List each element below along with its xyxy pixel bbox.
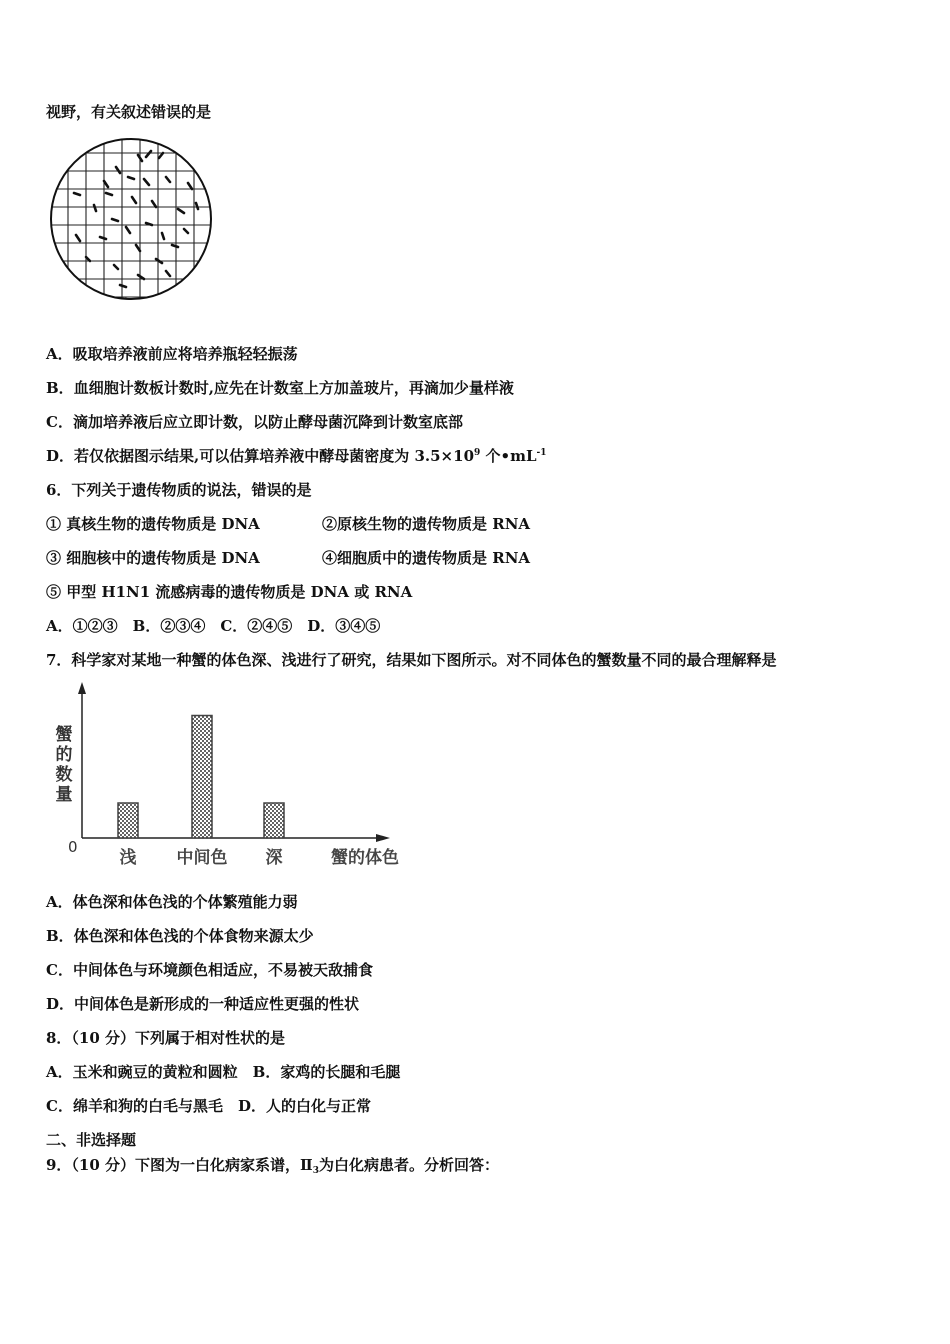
x-axis-arrow-icon [376,834,390,842]
q7-option-d: D．中间体色是新形成的一种适应性更强的性状 [46,995,360,1013]
intro-text: 视野，有关叙述错误的是 [46,103,212,121]
bar-2 [192,716,212,839]
q6-item-row-2 [46,548,646,568]
exponent: 9 [474,448,481,458]
option-key: A． [46,345,73,363]
q6-item-1: ① 真核生物的遗传物质是 DNA [46,515,260,533]
x-axis-label: 蟹的体色 [331,848,399,868]
q8-stem: 8．（10 分）下列属于相对性状的是 [46,1029,286,1047]
x-tick-label-2: 中间色 [176,848,228,868]
option-text: 若仅依据图示结果,可以估算培养液中酵母菌密度为 3.5×10 [74,447,475,465]
x-tick-label-1: 浅 [119,848,137,868]
y-axis-arrow-icon [78,682,86,694]
q5-option-b [46,378,514,398]
q6-item-4: ④细胞质中的遗传物质是 RNA [322,549,531,567]
q8-options-row-1: A．玉米和豌豆的黄粒和圆粒 B．家鸡的长腿和毛腿 [46,1063,401,1081]
y-axis-label-char: 数 [55,765,73,785]
q9-stem-text-end: 为白化病患者。分析回答： [318,1156,499,1174]
x-tick-label-3: 深 [265,848,283,868]
q7-stem: 7．科学家对某地一种蟹的体色深、浅进行了研究，结果如下图所示。对不同体色的蟹数量不同的最合理解释是 [46,651,777,669]
q6-item-5: ⑤ 甲型 H1N1 流感病毒的遗传物质是 DNA 或 RNA [46,583,413,601]
q6-item-row-1 [46,514,646,534]
q8-options-row-2: C．绵羊和狗的白毛与黑毛 D．人的白化与正常 [46,1097,371,1115]
q9-stem [46,1155,499,1175]
bar-3 [264,803,284,838]
y-axis-label [56,724,73,805]
option-key: D． [46,447,75,465]
q6-item-3: ③ 细胞核中的遗传物质是 DNA [46,549,260,567]
section-heading: 二、非选择题 [46,1131,137,1149]
option-text-unit: 个•mL [480,447,537,465]
option-text: 吸取培养液前应将培养瓶轻轻振荡 [72,345,298,363]
q5-option-a [46,344,298,364]
crab-color-chart [46,680,426,880]
origin-label: 0 [68,838,78,856]
y-axis-label-char: 蟹 [55,725,73,745]
q7-option-b: B．体色深和体色浅的个体食物来源太少 [46,927,314,945]
q5-option-d [46,446,547,466]
q5-option-c [46,412,463,432]
q7-option-a: A．体色深和体色浅的个体繁殖能力弱 [46,893,298,911]
subscript: 3 [312,1166,319,1176]
option-text: 血细胞计数板计数时,应先在计数室上方加盖玻片，再滴加少量样液 [73,379,514,397]
q6-item-2: ②原核生物的遗传物质是 RNA [322,515,531,533]
y-axis-label-char: 量 [55,785,73,805]
microscope-field-figure [46,133,216,305]
q9-stem-text: 9．（10 分）下图为一白化病家系谱，Ⅱ [46,1156,313,1174]
option-text: 滴加培养液后应立即计数，以防止酵母菌沉降到计数室底部 [72,413,463,431]
option-key: B． [46,379,74,397]
y-axis-label-char: 的 [55,745,73,765]
q6-stem: 6．下列关于遗传物质的说法，错误的是 [46,481,312,499]
bar-1 [118,803,138,838]
q6-choices: A．①②③ B．②③④ C．②④⑤ D．③④⑤ [46,617,381,635]
exponent: -1 [536,448,547,458]
option-key: C． [46,413,73,431]
q7-option-c: C．中间体色与环境颜色相适应，不易被天敌捕食 [46,961,373,979]
